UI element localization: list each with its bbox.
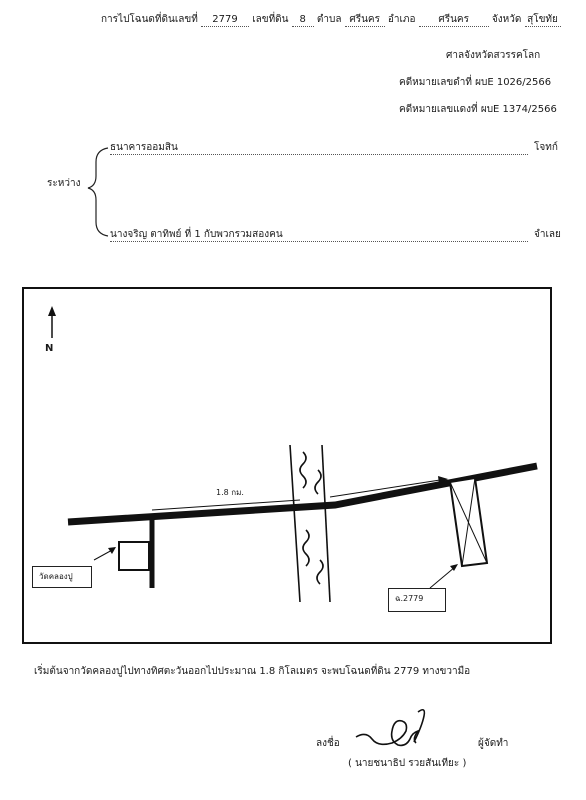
red-case-number: ผบE 1374/2566 xyxy=(480,104,557,115)
province-label: จังหวัด xyxy=(491,14,522,25)
plot-label: การไปโฉนดที่ดินเลขที่ xyxy=(101,14,198,25)
sign-label: ลงชื่อ xyxy=(316,738,340,749)
north-label: N xyxy=(45,343,54,354)
court-name: ศาลจังหวัดสวรรคโลก xyxy=(446,50,541,61)
land-label: เลขที่ดิน xyxy=(252,14,289,25)
temple-label: วัดคลองปู xyxy=(32,566,92,588)
plaintiff-name: ธนาคารออมสิน xyxy=(110,142,528,155)
amphoe-value: ศรีนคร xyxy=(419,14,489,27)
plot-number: 2779 xyxy=(201,14,249,27)
plot-label: ฉ.2779 xyxy=(388,588,446,612)
defendant-name: นางจริญ ตาทิพย์ ที่ 1 กับพวกรวมสองคน xyxy=(110,229,528,242)
signer-role: ผู้จัดทำ xyxy=(478,738,509,749)
signer-name: ( นายชนาธิป รวยสันเทียะ ) xyxy=(348,758,467,769)
tambon-label: ตำบล xyxy=(316,14,342,25)
red-case-label: คดีหมายเลขแดงที่ xyxy=(399,104,478,115)
province-value: สุโขทัย xyxy=(525,14,561,27)
black-case-number: ผบE 1026/2566 xyxy=(475,77,552,88)
land-number: 8 xyxy=(292,14,314,27)
between-label: ระหว่าง xyxy=(47,178,81,189)
tambon-value: ศรีนคร xyxy=(345,14,385,27)
amphoe-label: อำเภอ xyxy=(387,14,416,25)
route-description: เริ่มต้นจากวัดคลองปูไปทางทิศตะวันออกไปประมาณ 1.8 กิโลเมตร จะพบโฉนดที่ดิน 2779 ทางขวามือ xyxy=(34,666,471,677)
black-case-label: คดีหมายเลขดำที่ xyxy=(399,77,472,88)
distance-label: 1.8 กม. xyxy=(216,488,244,497)
defendant-role: จำเลย xyxy=(534,229,561,240)
plaintiff-role: โจทก์ xyxy=(534,142,558,153)
